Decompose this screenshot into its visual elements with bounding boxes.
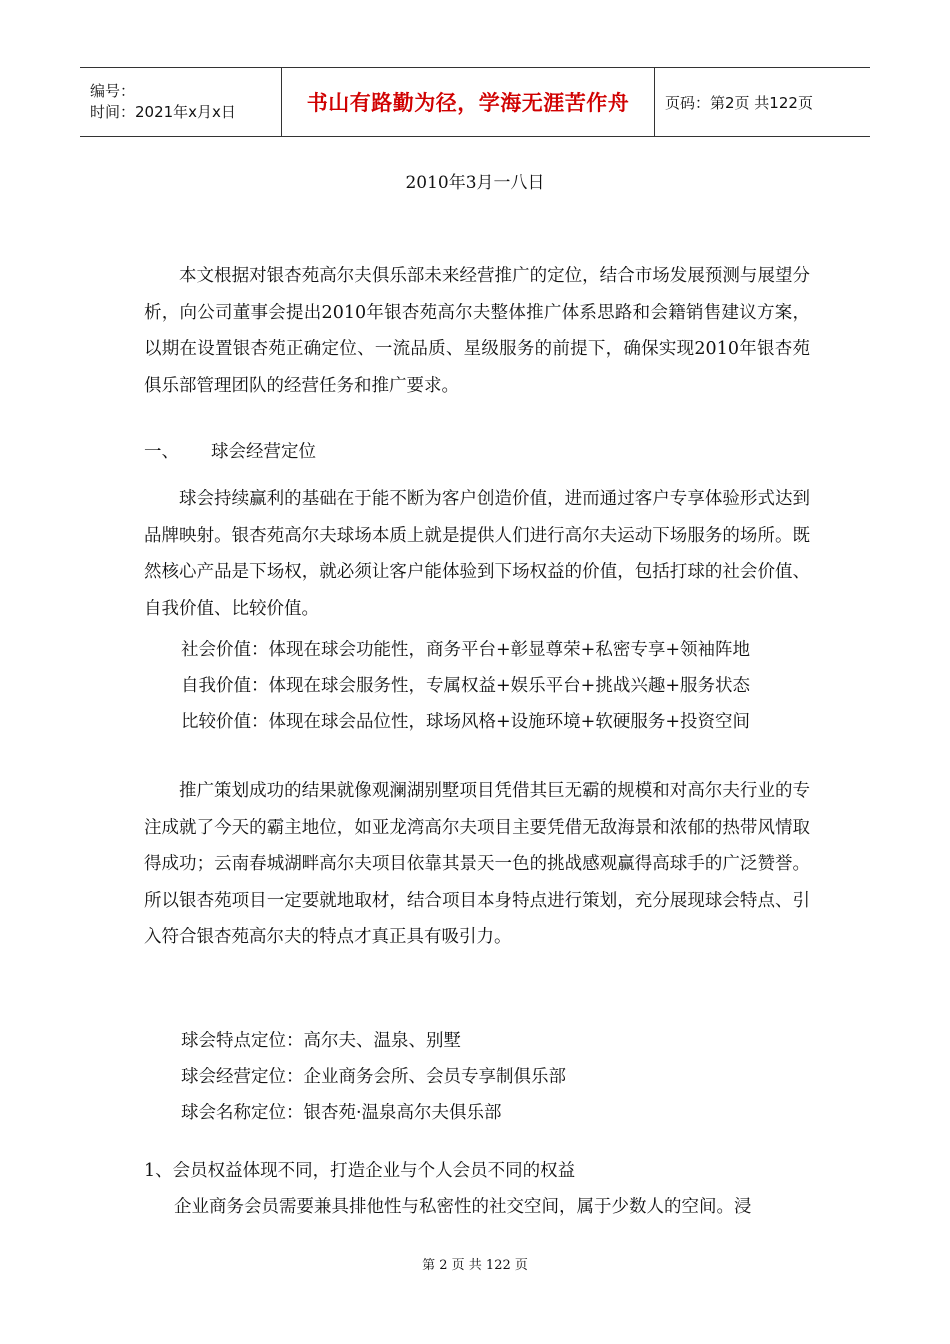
promotion-paragraph: 推广策划成功的结果就像观澜湖别墅项目凭借其巨无霸的规模和对高尔夫行业的专注成就了今天的霸主地位，如亚龙湾高尔夫项目主要凭借无敌海景和浓郁的热带风情取得成功；云南春城湖畔高尔夫项目依靠其景天一色的挑战感观赢得高球手的广泛赞誉。所以银杏苑项目一定要就地取材，结合项目本身特点进行策划，充分展现球会特点、引入符合银杏苑高尔夫的特点才真正具有吸引力。 <box>144 781 810 947</box>
item-1-heading: 1、会员权益体现不同，打造企业与个人会员不同的权益 <box>144 1161 576 1181</box>
header-motto: 书山有路勤为径，学海无涯苦作舟 <box>306 91 630 115</box>
document-number-label: 编号： <box>90 82 136 100</box>
social-value-line: 社会价值：体现在球会功能性，商务平台+彰显尊荣+私密专享+领袖阵地 <box>181 640 750 660</box>
self-value-line: 自我价值：体现在球会服务性，专属权益+娱乐平台+挑战兴趣+服务状态 <box>181 676 750 696</box>
comparative-value-line: 比较价值：体现在球会品位性，球场风格+设施环境+软硬服务+投资空间 <box>181 712 750 732</box>
club-value-paragraph: 球会持续赢利的基础在于能不断为客户创造价值，进而通过客户专享体验形式达到品牌映射。银杏苑高尔夫球场本质上就是提供人们进行高尔夫运动下场服务的场所。既然核心产品是下场权，就必须让客户能体验到下场权益的价值，包括打球的社会价值、自我价值、比较价值。 <box>144 489 810 619</box>
header-motto-cell <box>282 68 655 136</box>
operation-positioning-line: 球会经营定位：企业商务会所、会员专享制俱乐部 <box>181 1067 566 1087</box>
feature-positioning-line: 球会特点定位：高尔夫、温泉、别墅 <box>181 1031 461 1051</box>
header-page-number: 页码：第2页 共122页 <box>665 93 813 112</box>
document-time-label: 时间：2021年x月x日 <box>90 103 236 121</box>
document-date: 2010年3月一八日 <box>405 173 545 193</box>
intro-paragraph: 本文根据对银杏苑高尔夫俱乐部未来经营推广的定位，结合市场发展预测与展望分析，向公司董事会提出2010年银杏苑高尔夫整体推广体系思路和会籍销售建议方案，以期在设置银杏苑正确定位、一流品质、星级服务的前提下，确保实现2010年银杏苑俱乐部管理团队的经营任务和推广要求。 <box>144 266 810 396</box>
page-footer: 第 2 页 共 122 页 <box>422 1258 528 1273</box>
page-header <box>80 67 870 137</box>
enterprise-member-paragraph: 企业商务会员需要兼具排他性与私密性的社交空间，属于少数人的空间。浸 <box>174 1197 752 1217</box>
header-meta <box>80 68 282 136</box>
name-positioning-line: 球会名称定位：银杏苑·温泉高尔夫俱乐部 <box>181 1103 502 1123</box>
header-page-cell <box>655 68 870 136</box>
section-heading-title: 球会经营定位 <box>211 442 316 462</box>
section-heading-number: 一、 <box>144 442 179 462</box>
